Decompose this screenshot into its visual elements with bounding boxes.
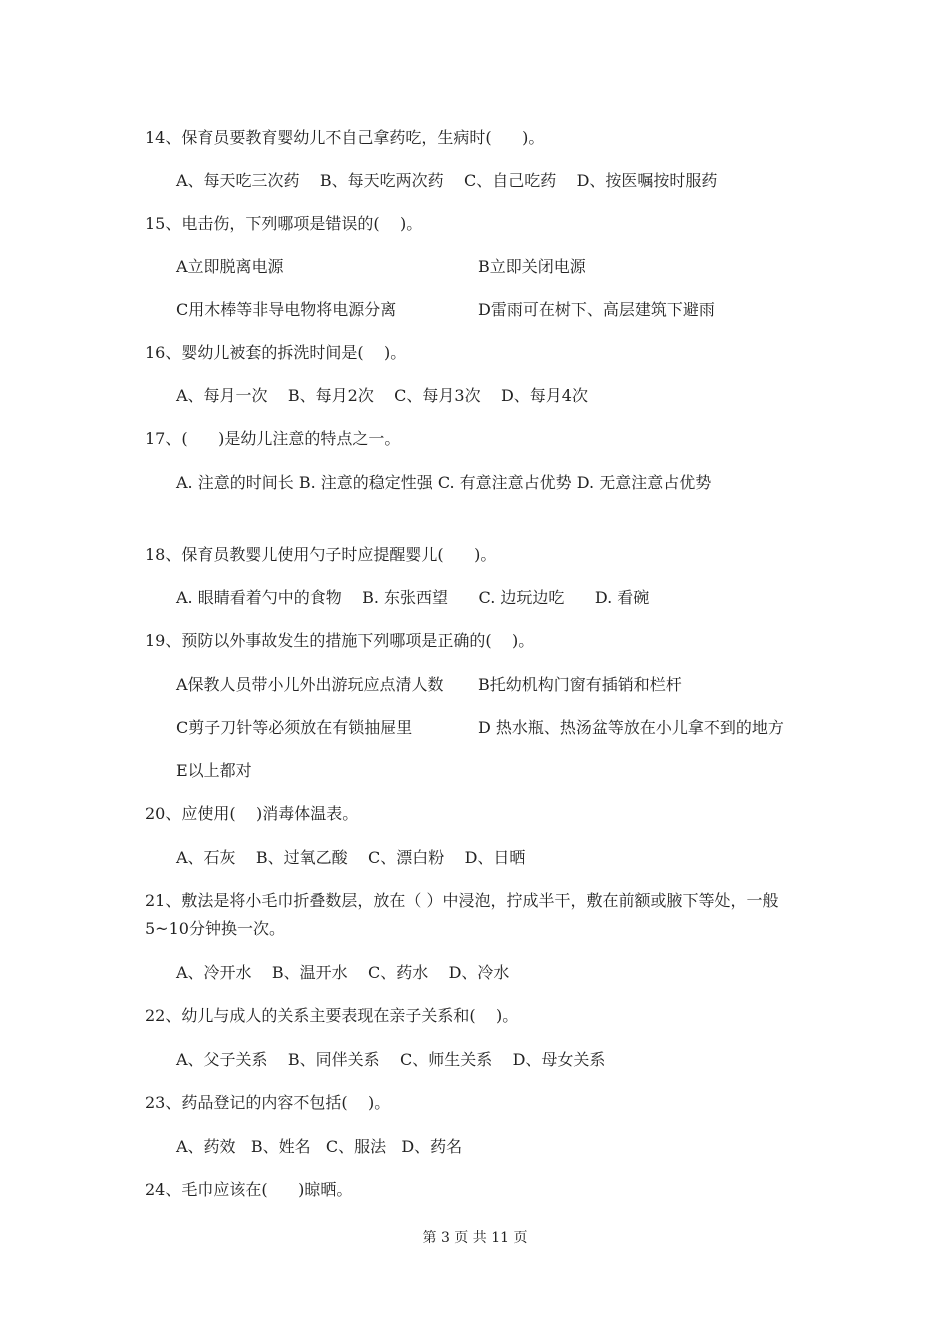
question-21-stem: 21、敷法是将小毛巾折叠数层，放在（ ）中浸泡，拧成半干，敷在前额或腋下等处，一般5~10分钟换一次。 bbox=[145, 891, 779, 938]
question-22-stem: 22、幼儿与成人的关系主要表现在亲子关系和( )。 bbox=[145, 1006, 519, 1025]
page-footer: 第 3 页 共 11 页 bbox=[422, 1230, 528, 1246]
question-17-stem: 17、( )是幼儿注意的特点之一。 bbox=[145, 429, 401, 448]
question-19-stem: 19、预防以外事故发生的措施下列哪项是正确的( )。 bbox=[145, 631, 535, 650]
question-15-stem: 15、电击伤，下列哪项是错误的( )。 bbox=[145, 214, 423, 233]
question-15-option-b: B立即关闭电源 bbox=[478, 257, 586, 276]
question-14-options: A、每天吃三次药 B、每天吃两次药 C、自己吃药 D、按医嘱按时服药 bbox=[176, 171, 718, 190]
question-18-stem: 18、保育员教婴儿使用勺子时应提醒婴儿( )。 bbox=[145, 545, 497, 564]
question-15-option-c: C用木棒等非导电物将电源分离 bbox=[176, 300, 397, 319]
question-18-options: A. 眼睛看着勺中的食物 B. 东张西望 C. 边玩边吃 D. 看碗 bbox=[176, 588, 650, 607]
question-19-option-d: D 热水瓶、热汤盆等放在小儿拿不到的地方 bbox=[478, 718, 784, 737]
question-19-option-e: E以上都对 bbox=[176, 761, 252, 780]
question-23-stem: 23、药品登记的内容不包括( )。 bbox=[145, 1093, 391, 1112]
question-19-option-a: A保教人员带小儿外出游玩应点清人数 bbox=[176, 675, 444, 694]
question-15-option-a: A立即脱离电源 bbox=[176, 257, 284, 276]
question-16-options: A、每月一次 B、每月2次 C、每月3次 D、每月4次 bbox=[176, 386, 588, 405]
question-24-stem: 24、毛巾应该在( )晾晒。 bbox=[145, 1180, 353, 1199]
question-20-stem: 20、应使用( )消毒体温表。 bbox=[145, 804, 359, 823]
question-17-options: A. 注意的时间长 B. 注意的稳定性强 C. 有意注意占优势 D. 无意注意占优势 bbox=[176, 473, 712, 492]
question-19-option-b: B托幼机构门窗有插销和栏杆 bbox=[478, 675, 682, 694]
question-23-options: A、药效 B、姓名 C、服法 D、药名 bbox=[176, 1137, 463, 1156]
question-16-stem: 16、婴幼儿被套的拆洗时间是( )。 bbox=[145, 343, 407, 362]
question-14-stem: 14、保育员要教育婴幼儿不自己拿药吃，生病时( )。 bbox=[145, 128, 545, 147]
question-21-options: A、冷开水 B、温开水 C、药水 D、冷水 bbox=[176, 963, 510, 982]
question-15-option-d: D雷雨可在树下、高层建筑下避雨 bbox=[478, 300, 715, 319]
question-19-option-c: C剪子刀针等必须放在有锁抽屉里 bbox=[176, 718, 413, 737]
question-22-options: A、父子关系 B、同伴关系 C、师生关系 D、母女关系 bbox=[176, 1050, 606, 1069]
question-20-options: A、石灰 B、过氧乙酸 C、漂白粉 D、日晒 bbox=[176, 848, 526, 867]
